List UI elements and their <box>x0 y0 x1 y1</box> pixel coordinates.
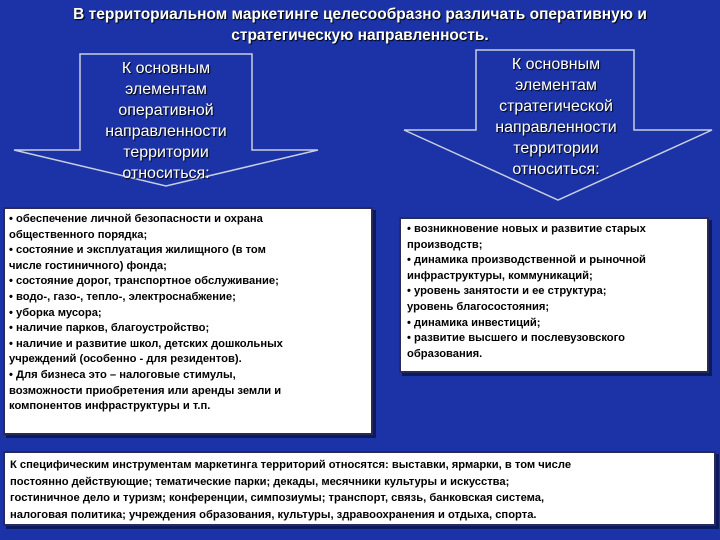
list-item: компонентов инфраструктуры и т.п. <box>9 400 211 413</box>
list-item: • динамика производственной и рыночной <box>407 254 646 267</box>
list-item: уровень благосостояния; <box>407 300 550 313</box>
arrow-line: территории <box>123 144 209 161</box>
list-item: • наличие и развитие школ, детских дошкольных <box>9 337 283 350</box>
operative-elements-box <box>3 207 373 435</box>
list-item: • динамика инвестиций; <box>407 316 541 329</box>
list-item: • Для бизнеса это – налоговые стимулы, <box>9 368 236 381</box>
arrow-line: территории <box>513 140 599 157</box>
arrow-line: оперативной <box>118 102 214 119</box>
paragraph-line: гостиничное дело и туризм; конференции, симпозиумы; транспорт, связь, банковская система, <box>10 492 545 504</box>
arrow-line: относиться: <box>512 161 600 178</box>
title-line: стратегическую направленность. <box>231 27 489 44</box>
list-item: • развитие высшего и послевузовского <box>407 332 625 345</box>
arrow-line: элементам <box>515 77 597 94</box>
page-title <box>0 4 720 46</box>
list-item: числе гостиничного) фонда; <box>9 259 167 272</box>
arrow-line: К основным <box>121 60 211 77</box>
list-item: возможности приобретения или аренды земли и <box>9 384 282 397</box>
list-item: производств; <box>407 238 483 251</box>
list-item: инфраструктуры, коммуникаций; <box>407 269 593 282</box>
list-item: • состояние дорог, транспортное обслуживание; <box>9 275 279 288</box>
list-item: • уровень занятости и ее структура; <box>407 285 607 298</box>
list-item: • водо-, газо-, тепло-, электроснабжение; <box>9 290 236 303</box>
arrow-line: элементам <box>125 81 207 98</box>
strategic-elements-box <box>399 217 709 373</box>
arrow-line: К основным <box>511 56 601 73</box>
list-item: учреждений (особенно - для резидентов). <box>9 353 242 366</box>
operative-arrow-label <box>66 58 266 184</box>
strategic-arrow <box>398 44 718 204</box>
arrow-line: направленности <box>105 123 227 140</box>
paragraph-line: постоянно действующие; тематические парки; декады, месячники культуры и искусства; <box>10 475 510 488</box>
strategic-arrow-label <box>456 54 656 180</box>
list-item: • обеспечение личной безопасности и охрана <box>9 213 263 225</box>
list-item: образования. <box>407 347 483 360</box>
list-item: • уборка мусора; <box>9 306 102 319</box>
arrow-line: стратегической <box>499 98 613 115</box>
title-line: В территориальном маркетинге целесообразно различать оперативную и <box>73 6 647 23</box>
list-item: • состояние и эксплуатация жилищного (в том <box>9 244 266 257</box>
list-item: • возникновение новых и развитие старых <box>407 223 646 235</box>
list-item: • наличие парков, благоустройство; <box>9 322 210 335</box>
list-item: общественного порядка; <box>9 228 148 241</box>
paragraph-line: налоговая политика; учреждения образования, культуры, здравоохранения и отдыха, спорта. <box>10 508 537 521</box>
arrow-line: относиться: <box>122 165 210 182</box>
operative-arrow <box>6 50 326 190</box>
instruments-box <box>3 451 716 526</box>
arrow-line: направленности <box>495 119 617 136</box>
paragraph-line: К специфическим инструментам маркетинга территорий относятся: выставки, ярмарки, в том числе <box>10 459 572 471</box>
